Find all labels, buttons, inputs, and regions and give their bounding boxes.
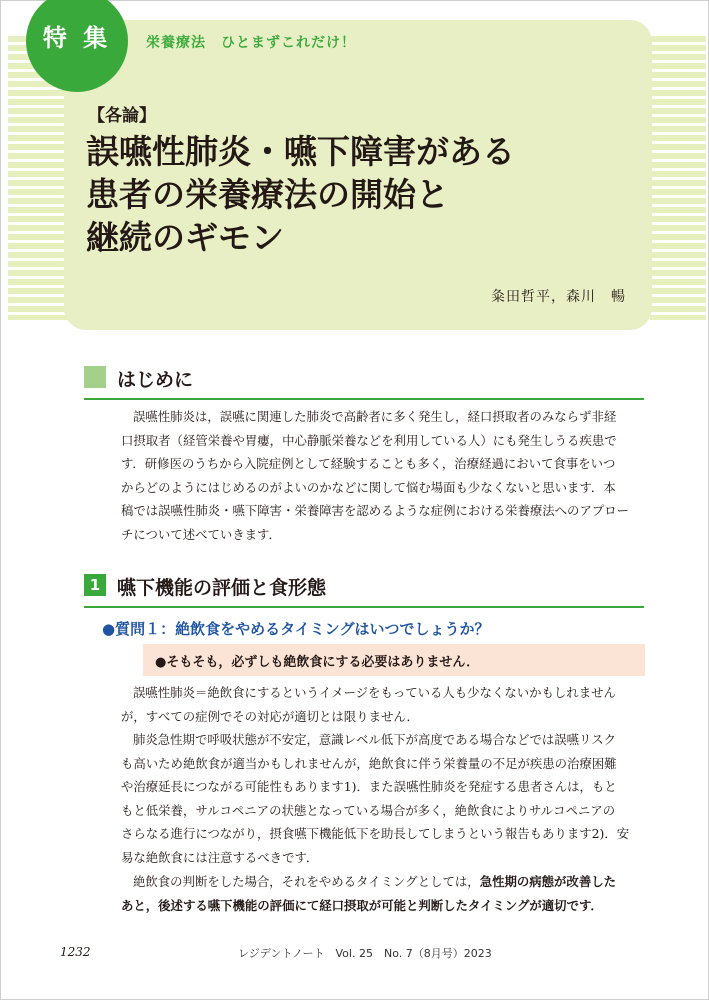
text-line bbox=[121, 894, 651, 918]
intro-heading-text: はじめに bbox=[117, 369, 194, 391]
section-rule bbox=[84, 398, 644, 400]
feature-badge-label: 特 集 bbox=[42, 24, 112, 52]
article-title-line: 誤嚥性肺炎・嚥下障害がある bbox=[86, 132, 515, 171]
authors: 粂田哲平，森川 暢 bbox=[491, 289, 626, 305]
text-line: 誤嚥性肺炎は，誤嚥に関連した肺炎で高齢者に多く発生し，経口摂取者のみならず非経 bbox=[133, 409, 617, 424]
section-1-heading-text: 嚥下機能の評価と食形態 bbox=[117, 577, 327, 599]
section-1-paragraph-1 bbox=[121, 681, 651, 728]
text-line: もと低栄養，サルコペニアの状態となっている場合が多く，絶飲食によりサルコペニアの bbox=[121, 802, 616, 818]
text-line: チについて述べていきます． bbox=[121, 526, 281, 542]
text-line: が，すべての症例でその対応が適切とは限りません． bbox=[121, 708, 419, 724]
section-marker bbox=[84, 366, 106, 388]
header-stripe-right bbox=[650, 36, 706, 320]
article-title-line: 継続のギモン bbox=[86, 218, 284, 257]
text-line bbox=[121, 870, 651, 894]
section-rule bbox=[84, 606, 644, 608]
section-1-paragraph-2 bbox=[121, 728, 651, 870]
text-line: や治療延長につながる可能性もあります1)．また誤嚥性肺炎を発症する患者さんは，もと bbox=[121, 779, 617, 795]
section-1-heading bbox=[84, 574, 644, 608]
text-line: さらなる進行につながり，摂食嚥下機能低下を助長してしまうという報告もあります2)．安 bbox=[121, 826, 630, 842]
text-line: 稿では誤嚥性肺炎・嚥下障害・栄養障害を認めるような症例における栄養療法へのアプロー bbox=[121, 503, 630, 519]
series-title: 栄養療法 ひとまずこれだけ！ bbox=[146, 35, 356, 51]
text-line: 易な絶飲食には注意するべきです． bbox=[121, 849, 319, 865]
question-1: ●質問１：絶飲食をやめるタイミングはいつでしょうか？ bbox=[102, 620, 490, 638]
intro-section-heading bbox=[84, 366, 644, 400]
article-category-tag: 【各論】 bbox=[88, 106, 156, 126]
text-line: 口摂取者（経管栄養や胃瘻，中心静脈栄養などを利用している人）にも発生しうる疾患で bbox=[121, 432, 617, 448]
text-line: 誤嚥性肺炎＝絶飲食にするというイメージをもっている人も少なくないかもしれません bbox=[133, 685, 616, 700]
answer-summary-text: ●そもそも，必ずしも絶飲食にする必要はありません． bbox=[155, 655, 480, 670]
text-line: す．研修医のうちから入院症例として経験することも多く，治療経過において食事をいつ bbox=[121, 456, 616, 472]
journal-footer: レジデントノート Vol. 25 No. 7（8月号）2023 bbox=[238, 947, 492, 960]
text-line: も高いため絶飲食が適当かもしれませんが，絶飲食に伴う栄養量の不足が疾患の治療困難 bbox=[121, 755, 617, 771]
intro-paragraph bbox=[121, 405, 651, 547]
section-number: 1 bbox=[84, 574, 106, 596]
article-title bbox=[86, 130, 636, 259]
text-line: からどのようにはじめるのがよいのかなどに関して悩む場面も少なくないと思います．本 bbox=[121, 479, 616, 495]
emphasis-text: 急性期の病態が改善した bbox=[479, 874, 616, 889]
page-number: 1232 bbox=[60, 945, 91, 959]
article-title-line: 患者の栄養療法の開始と bbox=[86, 175, 449, 214]
answer-summary-box bbox=[143, 644, 645, 676]
emphasis-text: あと，後述する嚥下機能の評価にて経口摂取が可能と判断したタイミングが適切です． bbox=[121, 897, 603, 913]
section-1-paragraph-3 bbox=[121, 870, 651, 917]
text-run: 絶飲食の判断をした場合，それをやめるタイミングとしては， bbox=[133, 874, 480, 889]
text-line: 肺炎急性期で呼吸状態が不安定，意識レベル低下が高度である場合などでは誤嚥リスク bbox=[133, 732, 616, 747]
